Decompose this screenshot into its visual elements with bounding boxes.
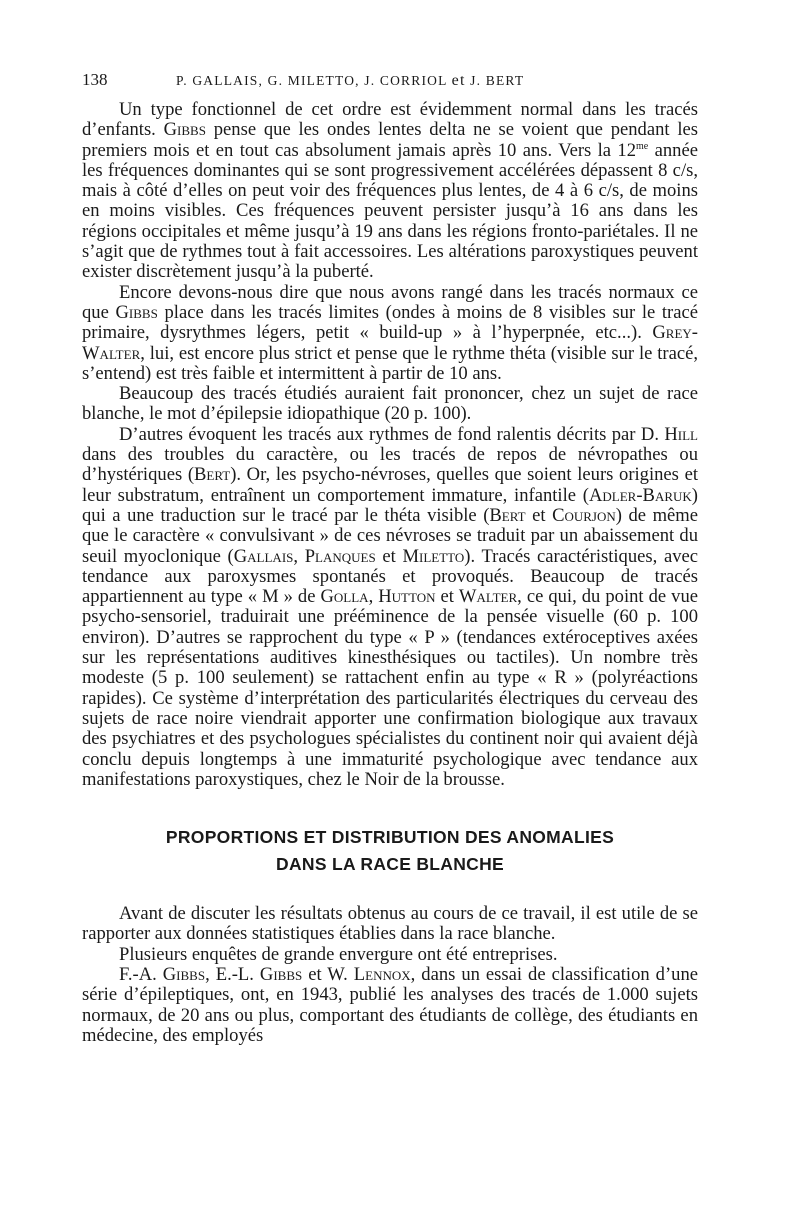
p4-text: ). Or, les psycho-névroses, quelles que soient leurs origines et leur substratum, entraînent un comportement immature, infantile ( bbox=[82, 464, 698, 506]
page-number: 138 bbox=[82, 70, 108, 89]
author-name: Lennox bbox=[353, 963, 411, 985]
p4-text: et bbox=[525, 504, 553, 526]
p7-text: , dans un essai de classification d’une série d’épileptiques, ont, en 1943, publié les analyses des tracés de 1.000 sujets normaux, de 20 ans ou plus, comportant des étudiants de collège, des étudiants en médecine, des employés bbox=[82, 963, 698, 1046]
p4-text: , ce qui, du point de vue psycho-sensoriel, traduirait une prééminence de la pensée visuelle (60 p. 100 environ). D’autres se rapprochent du type « P » (tendances extéroceptives axées sur les représentations auditives kinesthésiques ou tactiles). Un nombre très modeste (5 p. 100 seulement) se rattachent enfin au type « R » (polyréactions rapides). Ce système d’interprétation des particularités électriques du cerveau des sujets de race noire viendrait apporter une confirmation biologique aux travaux des psychiatres et des psychologues spécialistes du continent noir qui avaient déjà conclu depuis longtemps à une immaturité psychologique avec tendance aux manifestations paroxystiques, chez le Noir de la brousse. bbox=[82, 586, 698, 790]
authors-list: P. GALLAIS, G. MILETTO, J. CORRIOL bbox=[176, 73, 448, 88]
author-name: Adler-Baruk bbox=[588, 484, 692, 506]
running-head bbox=[82, 70, 698, 100]
paragraph-7 bbox=[82, 965, 698, 1046]
paragraph-5: Avant de discuter les résultats obtenus au cours de ce travail, il est utile de se rapporter aux données statistiques établies dans la race blanche. bbox=[82, 903, 698, 945]
p4-text: ) de même que le caractère « convulsivant » de ces névroses se traduit par un abaissement du seuil myoclonique ( bbox=[82, 504, 698, 567]
p1-text-a: Un type fonctionnel de cet ordre est évidemment normal dans les tracés d’enfants. bbox=[82, 99, 698, 141]
p1-text-c: année les fréquences dominantes qui se sont progressivement accélérées dépassent 8 c/s, mais à côté d’elles on peut voir des fréquences plus lentes, de 4 à 6 c/s, de moins en moins visibles. Ces fréquences peuvent persister jusqu’à 16 ans dans les régions occipitales et même jusqu’à 19 ans dans les régions fronto-pariétales. Il ne s’agit que de rythmes tout à fait accessoires. Les altérations paroxystiques peuvent exister discrètement jusqu’à la puberté. bbox=[82, 139, 698, 283]
section-heading-line-1: PROPORTIONS ET DISTRIBUTION DES ANOMALIES bbox=[165, 827, 615, 848]
paragraph-2 bbox=[82, 283, 698, 384]
paragraph-1 bbox=[82, 100, 698, 283]
p4-text: et bbox=[375, 545, 403, 567]
p4-text: et bbox=[435, 586, 459, 608]
author-name: Golla bbox=[320, 586, 369, 608]
author-name: Bert bbox=[194, 464, 231, 486]
running-head-authors bbox=[176, 72, 524, 90]
paragraph-4 bbox=[82, 425, 698, 790]
p4-text: , bbox=[368, 586, 379, 608]
p4-text: dans des troubles du caractère, ou les tracés de repos de névropathes ou d’hystériques ( bbox=[82, 444, 698, 486]
author-name: Courjon bbox=[552, 504, 616, 526]
last-author: J. BERT bbox=[470, 73, 525, 88]
paragraph-3: Beaucoup des tracés étudiés auraient fait prononcer, chez un sujet de race blanche, le mot d’épilepsie idiopathique (20 p. 100). bbox=[82, 383, 698, 425]
author-name: Miletto bbox=[402, 545, 465, 567]
p4-text: ) qui a une traduction sur le tracé par le théta visible ( bbox=[82, 484, 698, 526]
author-name: Grey-Walter bbox=[82, 322, 698, 364]
author-name: Gibbs bbox=[163, 119, 206, 141]
p4-text: D’autres évoquent les tracés aux rythmes de fond ralentis décrits par D. bbox=[119, 423, 665, 445]
book-page bbox=[82, 70, 698, 1046]
ordinal-superscript: me bbox=[636, 140, 649, 152]
authors-conjunction: et bbox=[451, 72, 466, 89]
p2-text-c: , lui, est encore plus strict et pense que le rythme théta (visible sur le tracé, s’entend) est très faible et intermittent à partir de 10 ans. bbox=[82, 342, 698, 384]
author-name: Hutton bbox=[378, 586, 436, 608]
p4-text: , bbox=[293, 545, 305, 567]
p2-text-b: place dans les tracés limites (ondes à moins de 8 visibles sur le tracé primaire, dysrythmes légers, petit « build-up » à l’hyperpnée, etc...). bbox=[82, 301, 698, 344]
author-name: Gibbs bbox=[115, 301, 158, 323]
author-name: Hill bbox=[664, 423, 698, 445]
author-name: Gibbs bbox=[162, 963, 206, 985]
p4-text: ). Tracés caractéristiques, avec tendance aux paroxysmes spontanés et provoqués. Beaucoup de tracés appartiennent au type « M » de bbox=[82, 545, 699, 608]
p2-text-a: Encore devons-nous dire que nous avons rangé dans les tracés normaux ce que bbox=[82, 281, 698, 323]
p7-text: et W. bbox=[302, 963, 354, 985]
p7-text: F.-A. bbox=[119, 963, 163, 985]
section-heading-line-2: DANS LA RACE BLANCHE bbox=[276, 854, 504, 875]
section-heading bbox=[82, 824, 698, 878]
paragraph-6: Plusieurs enquêtes de grande envergure ont été entreprises. bbox=[119, 943, 558, 965]
author-name: Walter bbox=[458, 586, 518, 608]
author-name: Planques bbox=[304, 545, 376, 567]
p7-text: , E.-L. bbox=[205, 963, 260, 985]
author-name: Gallais bbox=[233, 545, 294, 567]
p1-text-b: pense que les ondes lentes delta ne se voient que pendant les premiers mois et en tout cas absolument jamais après 10 ans. Vers la 12 bbox=[82, 119, 698, 161]
author-name: Gibbs bbox=[259, 963, 303, 985]
author-name: Bert bbox=[489, 504, 526, 526]
